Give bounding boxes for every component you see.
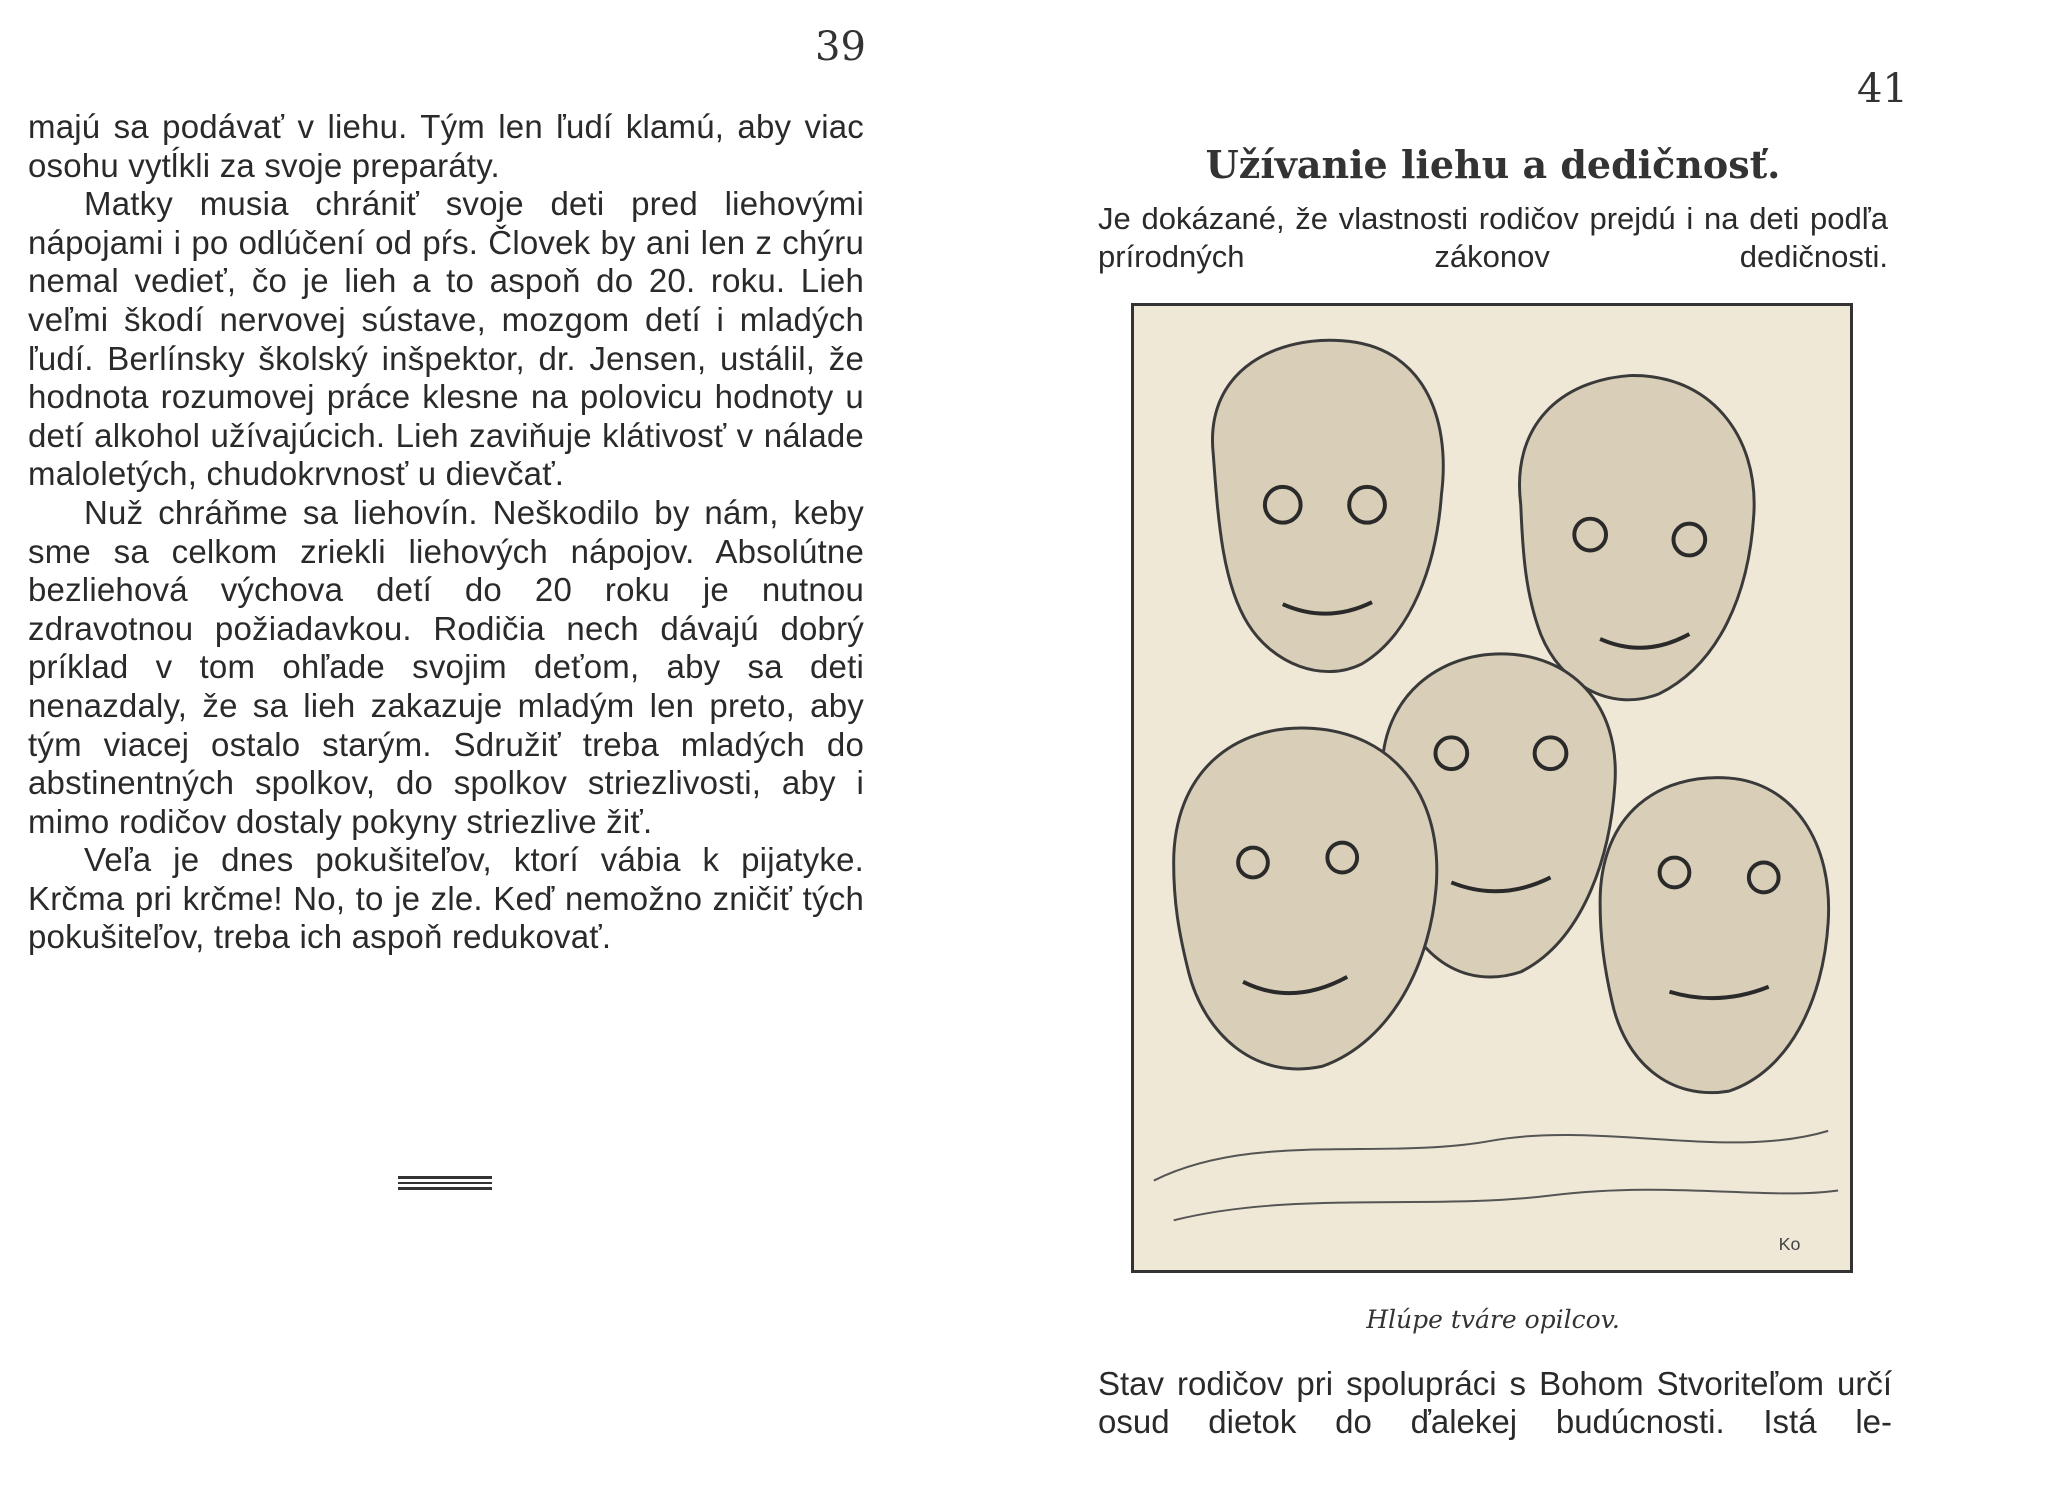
intro-paragraph: Je dokázané, že vlastnosti rodičov prejdú i na deti podľa prírodných zákonov dedičnosti. (1098, 201, 1888, 274)
left-page-text (28, 108, 864, 957)
paragraph: Nuž chráňme sa liehovín. Neškodilo by nám, keby sme sa celkom zriekli liehových nápojov. Absolútne bezliehová výchova detí do 20 roku je nutnou zdravotnou požiadavkou. Rodičia nech dávajú dobrý príklad v tom ohľade svojim deťom, aby sa deti nenazdaly, že sa lieh zakazuje mladým len preto, aby tým viacej ostalo starým. Sdružiť treba mladých do abstinentných spolkov, do spolkov striezlivosti, aby i mimo rodičov dostaly pokyny striezlive žiť. (28, 493, 864, 840)
chapter-heading: Užívanie liehu a dedičnosť. (1205, 142, 1781, 187)
right-page-body-text: Stav rodičov pri spolupráci s Bohom Stvoriteľom určí osud dietok do ďalekej budúcnosti. Istá le- (1098, 1365, 1892, 1440)
page-number-right: 41 (1857, 66, 1908, 112)
section-divider (398, 1176, 492, 1190)
paragraph: Matky musia chrániť svoje deti pred liehovými nápojami i po odlúčení od pŕs. Človek by ani len z chýru nemal vedieť, čo je lieh a to aspoň do 20. roku. Lieh veľmi škodí nervovej sústave, mozgom detí i mladých ľudí. Berlínsky školský inšpektor, dr. Jensen, ustálil, že hodnota rozumovej práce klesne na polovicu hodnoty u detí alkohol užívajúcich. Lieh zaviňuje klátivosť v nálade maloletých, chudokrvnosť u dievčať. (28, 185, 864, 493)
faces-drawing (1134, 306, 1850, 1270)
illustration-caption: Hlúpe tváre opilcov. (1366, 1305, 1620, 1334)
paragraph: majú sa podávať v liehu. Tým len ľudí klamú, aby viac osohu vytĺkli za svoje preparáty. (28, 108, 864, 184)
page-number-left: 39 (815, 24, 866, 70)
illustration-signature: Ko (1778, 1234, 1801, 1255)
paragraph: Veľa je dnes pokušiteľov, ktorí vábia k pijatyke. Krčma pri krčme! No, to je zle. Keď nemožno zničiť tých pokušiteľov, treba ich aspoň redukovať. (28, 841, 864, 956)
drunkards-faces-illustration (1131, 303, 1853, 1273)
